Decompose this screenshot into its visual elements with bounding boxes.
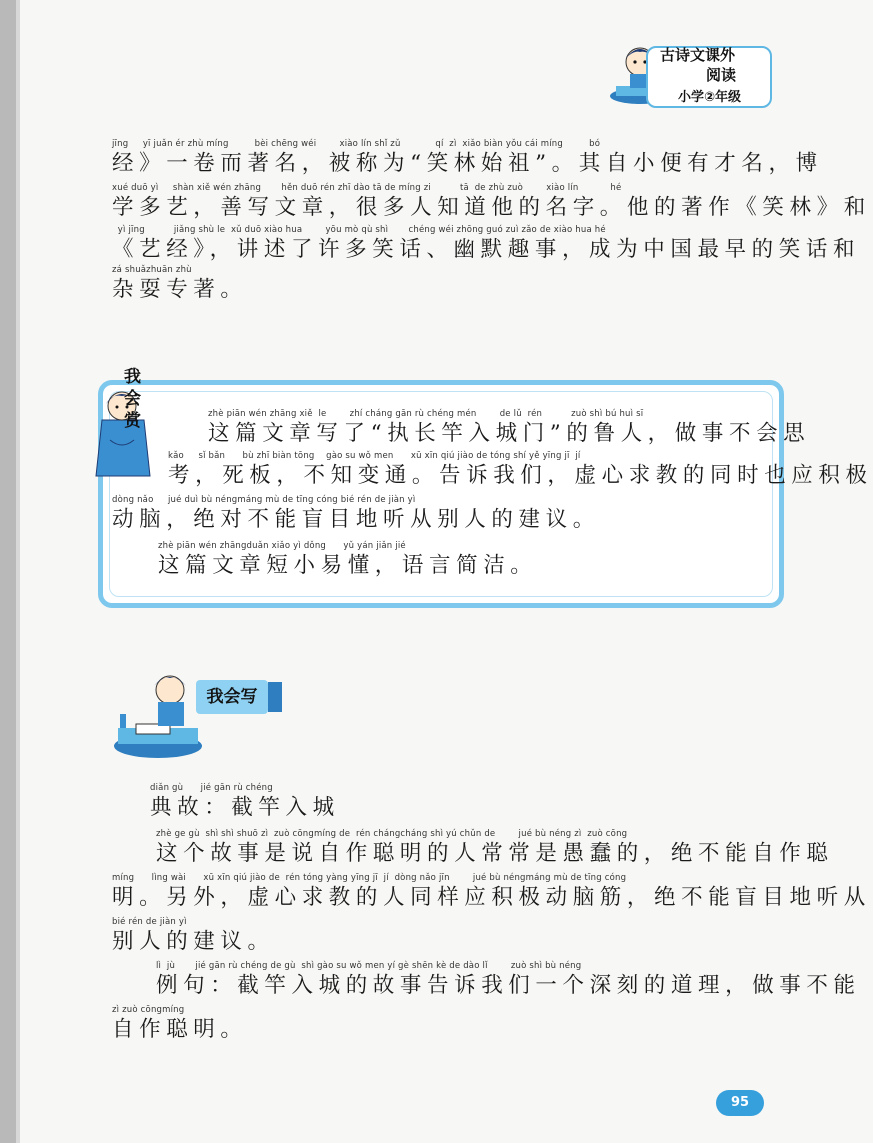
book-spine-edge	[16, 0, 20, 1143]
writing-child-icon	[112, 668, 208, 760]
text-line	[112, 872, 871, 912]
hanzi: 自作聪明。	[112, 1017, 248, 1042]
pinyin: zhè piān wén zhāng xiě le zhí cháng gān rù chéng mén de lǔ rén zuò shì bú huì sī	[208, 409, 644, 419]
pinyin: jīng yī juǎn ér zhù míng bèi chēng wéi xiào lín shǐ zǔ qí zì xiǎo biàn yǒu cái míng bó	[112, 139, 601, 149]
pinyin: míng lìng wài xū xīn qiú jiào de rén tóng yàng yīng jī jí dòng nǎo jīn jué bù néngmáng mù de tīng cóng	[112, 873, 627, 883]
text-line	[112, 916, 712, 956]
girl-character-icon	[92, 380, 154, 480]
page-number: 95	[716, 1090, 764, 1116]
hanzi: 杂耍专著。	[112, 277, 248, 302]
text-line	[112, 264, 712, 304]
text-line	[112, 1004, 712, 1044]
text-line	[112, 138, 823, 178]
series-title: 古诗文课外	[660, 46, 736, 64]
hanzi: 学多艺，善写文章，很多人知道他的名字。他的著作《笑林》和	[112, 195, 871, 220]
text-line	[112, 494, 712, 534]
pinyin: zá shuǎzhuān zhù	[112, 265, 192, 275]
write-section-badge	[196, 680, 286, 714]
pinyin: yì jīng jiǎng shù le xǔ duō xiào hua yōu mò qù shì chéng wéi zhōng guó zuì zǎo de xiào hua hé	[112, 225, 606, 235]
pinyin: dòng nǎo jué duì bù néngmáng mù de tīng cóng bié rén de jiàn yì	[112, 495, 416, 505]
pinyin: kǎo sǐ bǎn bù zhī biàn tōng gào su wǒ men xū xīn qiú jiào de tóng shí yě yīng jī jí	[168, 451, 581, 461]
text-line	[150, 782, 750, 822]
hanzi: 这篇文章短小易懂，语言简洁。	[158, 553, 538, 578]
pinyin: lì jù jié gān rù chéng de gù shì gào su wǒ men yí gè shēn kè de dào lǐ zuò shì bù néng	[156, 961, 582, 971]
text-line	[112, 224, 861, 264]
series-subtitle: 阅读	[706, 66, 737, 84]
pinyin: zì zuò cōngmíng	[112, 1005, 185, 1015]
pinyin: diǎn gù jié gān rù chéng	[150, 783, 273, 793]
pinyin: bié rén de jiàn yì	[112, 917, 187, 927]
appreciation-label: 我 会 赏	[124, 367, 141, 431]
grade-label: 小学②年级	[678, 90, 742, 105]
text-line	[156, 960, 861, 1000]
pinyin: zhè ge gù shì shì shuō zì zuò cōngmíng de rén chángcháng shì yú chǔn de jué bù néng zì zuò cōng	[156, 829, 628, 839]
hanzi: 明。另外，虚心求教的人同样应积极动脑筋，绝不能盲目地听从	[112, 885, 871, 910]
hanzi: 典故：截竿入城	[150, 795, 340, 820]
hanzi: 这篇文章写了“执长竿入城门”的鲁人，做事不会思	[208, 421, 811, 446]
write-section-label: 我会写	[196, 680, 268, 714]
hanzi: 《艺经》，讲述了许多笑话、幽默趣事，成为中国最早的笑话和	[112, 237, 861, 262]
hanzi: 例句：截竿入城的故事告诉我们一个深刻的道理，做事不能	[156, 973, 861, 998]
text-line	[156, 828, 834, 868]
write-section-tab	[268, 682, 282, 712]
hanzi: 考，死板，不知变通。告诉我们，虚心求教的同时也应积极	[168, 463, 873, 488]
text-line	[112, 182, 871, 222]
hanzi: 动脑，绝对不能盲目地听从别人的建议。	[112, 507, 600, 532]
text-line	[158, 540, 758, 580]
book-spine	[0, 0, 16, 1143]
hanzi: 经》一卷而著名，被称为“笑林始祖”。其自小便有才名，博	[112, 151, 823, 176]
series-header	[606, 38, 776, 108]
hanzi: 别人的建议。	[112, 929, 275, 954]
pinyin: xué duō yì shàn xiě wén zhāng hěn duō rén zhī dào tā de míng zi tā de zhù zuò xiào lín hé	[112, 183, 622, 193]
pinyin: zhè piān wén zhāngduǎn xiǎo yì dǒng yǔ yán jiǎn jié	[158, 541, 406, 551]
text-line	[168, 450, 873, 490]
text-line	[208, 408, 811, 448]
hanzi: 这个故事是说自作聪明的人常常是愚蠢的，绝不能自作聪	[156, 841, 834, 866]
